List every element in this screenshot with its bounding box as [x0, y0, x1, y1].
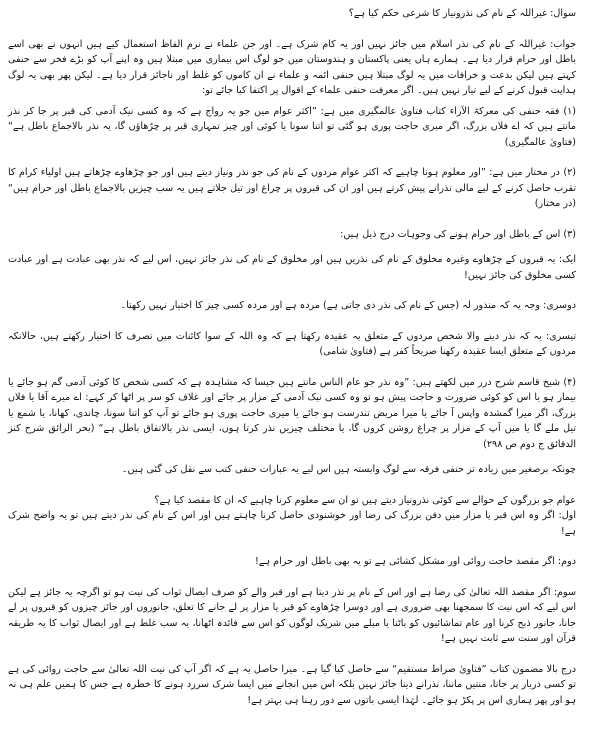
- citation-durr-mukhtar: (۲) در مختار میں ہے: ”اور معلوم ہونا چاہیے کہ اکثر عوام مردوں کے نام کی جو نذر ونیاز دیتے ہیں اور جو چڑھاوے چڑھاتے ہیں اولیاء کرام کا تقرب حاصل کرنے کے لیے مالی نذرانے پیش کرتے ہیں اور ان کی قبروں پر چراغ اور تیل جلاتے ہیں یہ سب چیزیں بالاجماع باطل اور حرام ہیں“ (در مختار): [8, 167, 576, 209]
- case-third: سوم: اگر مقصد اللہ تعالیٰ کی رضا ہے اور اس کے نام پر نذر دیتا ہے اور قبر والے کو صرف ایصال ثواب کی نیت ہو تو اگرچہ یہ جائز ہے لیکن اس لیے کہ اس نیت کا سمجھنا بھی ضروری ہے اور دوسرا چڑھاوے کو قبر یا مزار پر لے جانے کا تعلق، جانوروں اور جائز چیزوں کو قبروں پر لے جانا، جانور ذبح کرنا اور عام تماشائیوں کو باٹنا یا میلے میں شریک لوگوں کو اس سے فائدہ اٹھانا، یہ سب غلط ہے اور ایصال ثواب کا یہ طریقہ قرآن اور سنت سے ثابت نہیں ہے!: [8, 586, 576, 644]
- hanafi-note: چونکہ برصغیر میں زیادہ تر حنفی فرقہ سے لوگ وابستہ ہیں اس لیے یہ عبارات حنفی کتب سے نقل کی گئی ہیں۔: [121, 464, 576, 475]
- reasons-heading: (۳) اس کے باطل اور حرام ہونے کی وجوہات درج ذیل ہیں:: [340, 228, 576, 240]
- case-first: اول: اگر وہ اس قبر یا مزار میں دفن بزرگ کی رضا اور خوشنودی حاصل کرنا چاہتے ہیں اور اس کے نام کی نذر دیتے ہیں تو یہ واضح شرک ہے!: [8, 510, 576, 537]
- citation-alamgiri: (۱) فقہ حنفی کی معرکۃ الآراء کتاب فتاویٰ عالمگیری میں ہے: ”اکثر عوام میں جو یہ رواج ہے کہ وہ کسی نیک آدمی کی قبر پر جا کر نذر مانتے ہیں کہ اے فلاں بزرگ، اگر میری حاجت پوری ہو گئی تو اتنا سونا یا کوئی اور چیز تمہاری قبر پر چڑھاؤں گا، یہ نذر بالاجماع باطل ہے“ (فتاویٰ عالمگیری): [8, 105, 576, 148]
- closing-paragraph: درج بالا مضمون کتاب ”فتاویٰ صراط مستقیم“ سے حاصل کیا گیا ہے۔ میرا حاصل یہ ہے کہ اگر آپ کی نیت اللہ تعالیٰ سے حاجت روائی کی ہے تو کسی دربار پر جانا، منتیں ماننا، نذرانے دینا جائز نہیں بلکہ اس میں انجانے میں ایسا شرک سرزد ہونے کا خطرہ ہے جس کا ہمیں علم ہی نہ ہو اور پھر ہماری اس پر پکڑ ہو جائے۔ لہٰذا ایسی باتوں سے دور رہنا ہی بہتر ہے!: [8, 663, 576, 706]
- reason-three: تیسری: یہ کہ نذر دینے والا شخص مردوں کے متعلق یہ عقیدہ رکھتا ہے کہ وہ اللہ کے سوا کائنات میں تصرف کا اختیار رکھتے ہیں، حالانکہ مردوں کے متعلق ایسا عقیدہ رکھنا صریحاً کفر ہے (فتاویٰ شامی): [8, 330, 576, 357]
- citation-bahr-raiq: (۴) شیخ قاسم شرح درر میں لکھتے ہیں: ”وہ نذر جو عام الناس مانتے ہیں جیسا کہ مشاہدہ ہے کہ کسی شخص کا کوئی آدمی گم ہو جائے یا بیمار ہو یا اس کو کوئی ضرورت و حاجت پیش ہو تو وہ کسی نیک آدمی کے مزار پر جائے اور غلاف کو سر پر اٹھا کر کہے: اے میرے آقا یا فلاں بزرگ، اگر میرا گمشدہ واپس آ جائے یا میرا مریض تندرست ہو جائے یا میری حاجت پوری ہو جائے تو آپ کو اتنا سونا، چاندی، کھانا، یا شمع یا تیل ملے گا یا میں آپ کے مزار پر چراغ روشن کروں گا، یا مختلف چیزیں نذر کرتا ہوں، ایسی نذر بالاتفاق باطل ہے“ (بحر الرائق شرح کنز الدقائق ج دوم ص ۲۹۸): [8, 376, 576, 450]
- reason-two: دوسری: وجہ یہ کہ منذور لہ (جس کے نام کی نذر دی جاتی ہے) مردہ ہے اور مردہ کسی چیز کا اختیار نہیں رکھتا۔: [120, 300, 576, 311]
- people-question: عوام جو بزرگوں کے حوالے سے کوئی نذرونیاز دیتے ہیں تو ان سے معلوم کرنا چاہیے کہ ان کا مقصد کیا ہے؟: [154, 494, 576, 506]
- reason-one: ایک: یہ قبروں کے چڑھاوے وغیرہ مخلوق کے نام کی نذریں ہیں اور مخلوق کے نام کی نذر جائز نہیں، اس لیے کہ نذر بھی عبادت ہے اور عبادت کسی مخلوق کی جائز نہیں!: [8, 254, 576, 281]
- question-text: سوال: غیراللہ کے نام کی نذرونیاز کا شرعی حکم کیا ہے؟: [348, 8, 576, 19]
- case-second: دوم: اگر مقصد حاجت روائی اور مشکل کشائی ہے تو یہ بھی باطل اور حرام ہے!: [255, 556, 576, 567]
- answer-intro: جواب: غیراللہ کے نام کی نذر اسلام میں جائز نہیں اور یہ کام شرک ہے۔ اور جن علماء نے نرم الفاظ استعمال کیے ہیں انہوں نے بھی اسے باطل اور حرام قرار دیا ہے۔ ہمارے ہاں یعنی پاکستان و ہندوستان میں جو لوگ اس بیماری میں مبتلا ہیں وہ اپنے آپ کو بڑے فخر سے حنفی کہتے ہیں لیکن بدعت و خرافات میں یہ لوگ مبتلا ہیں حنفی ائمہ و علماء نے ان کاموں کو غلط اور ناجائز قرار دیا ہے۔ لیکن پھر بھی یہ لوگ ہدایت قبول کرنے کے لیے تیار نہیں ہیں۔ اگر معرفت حنفی علماء کے اقوال پر اکتفا کیا جائے تو:: [8, 38, 576, 96]
